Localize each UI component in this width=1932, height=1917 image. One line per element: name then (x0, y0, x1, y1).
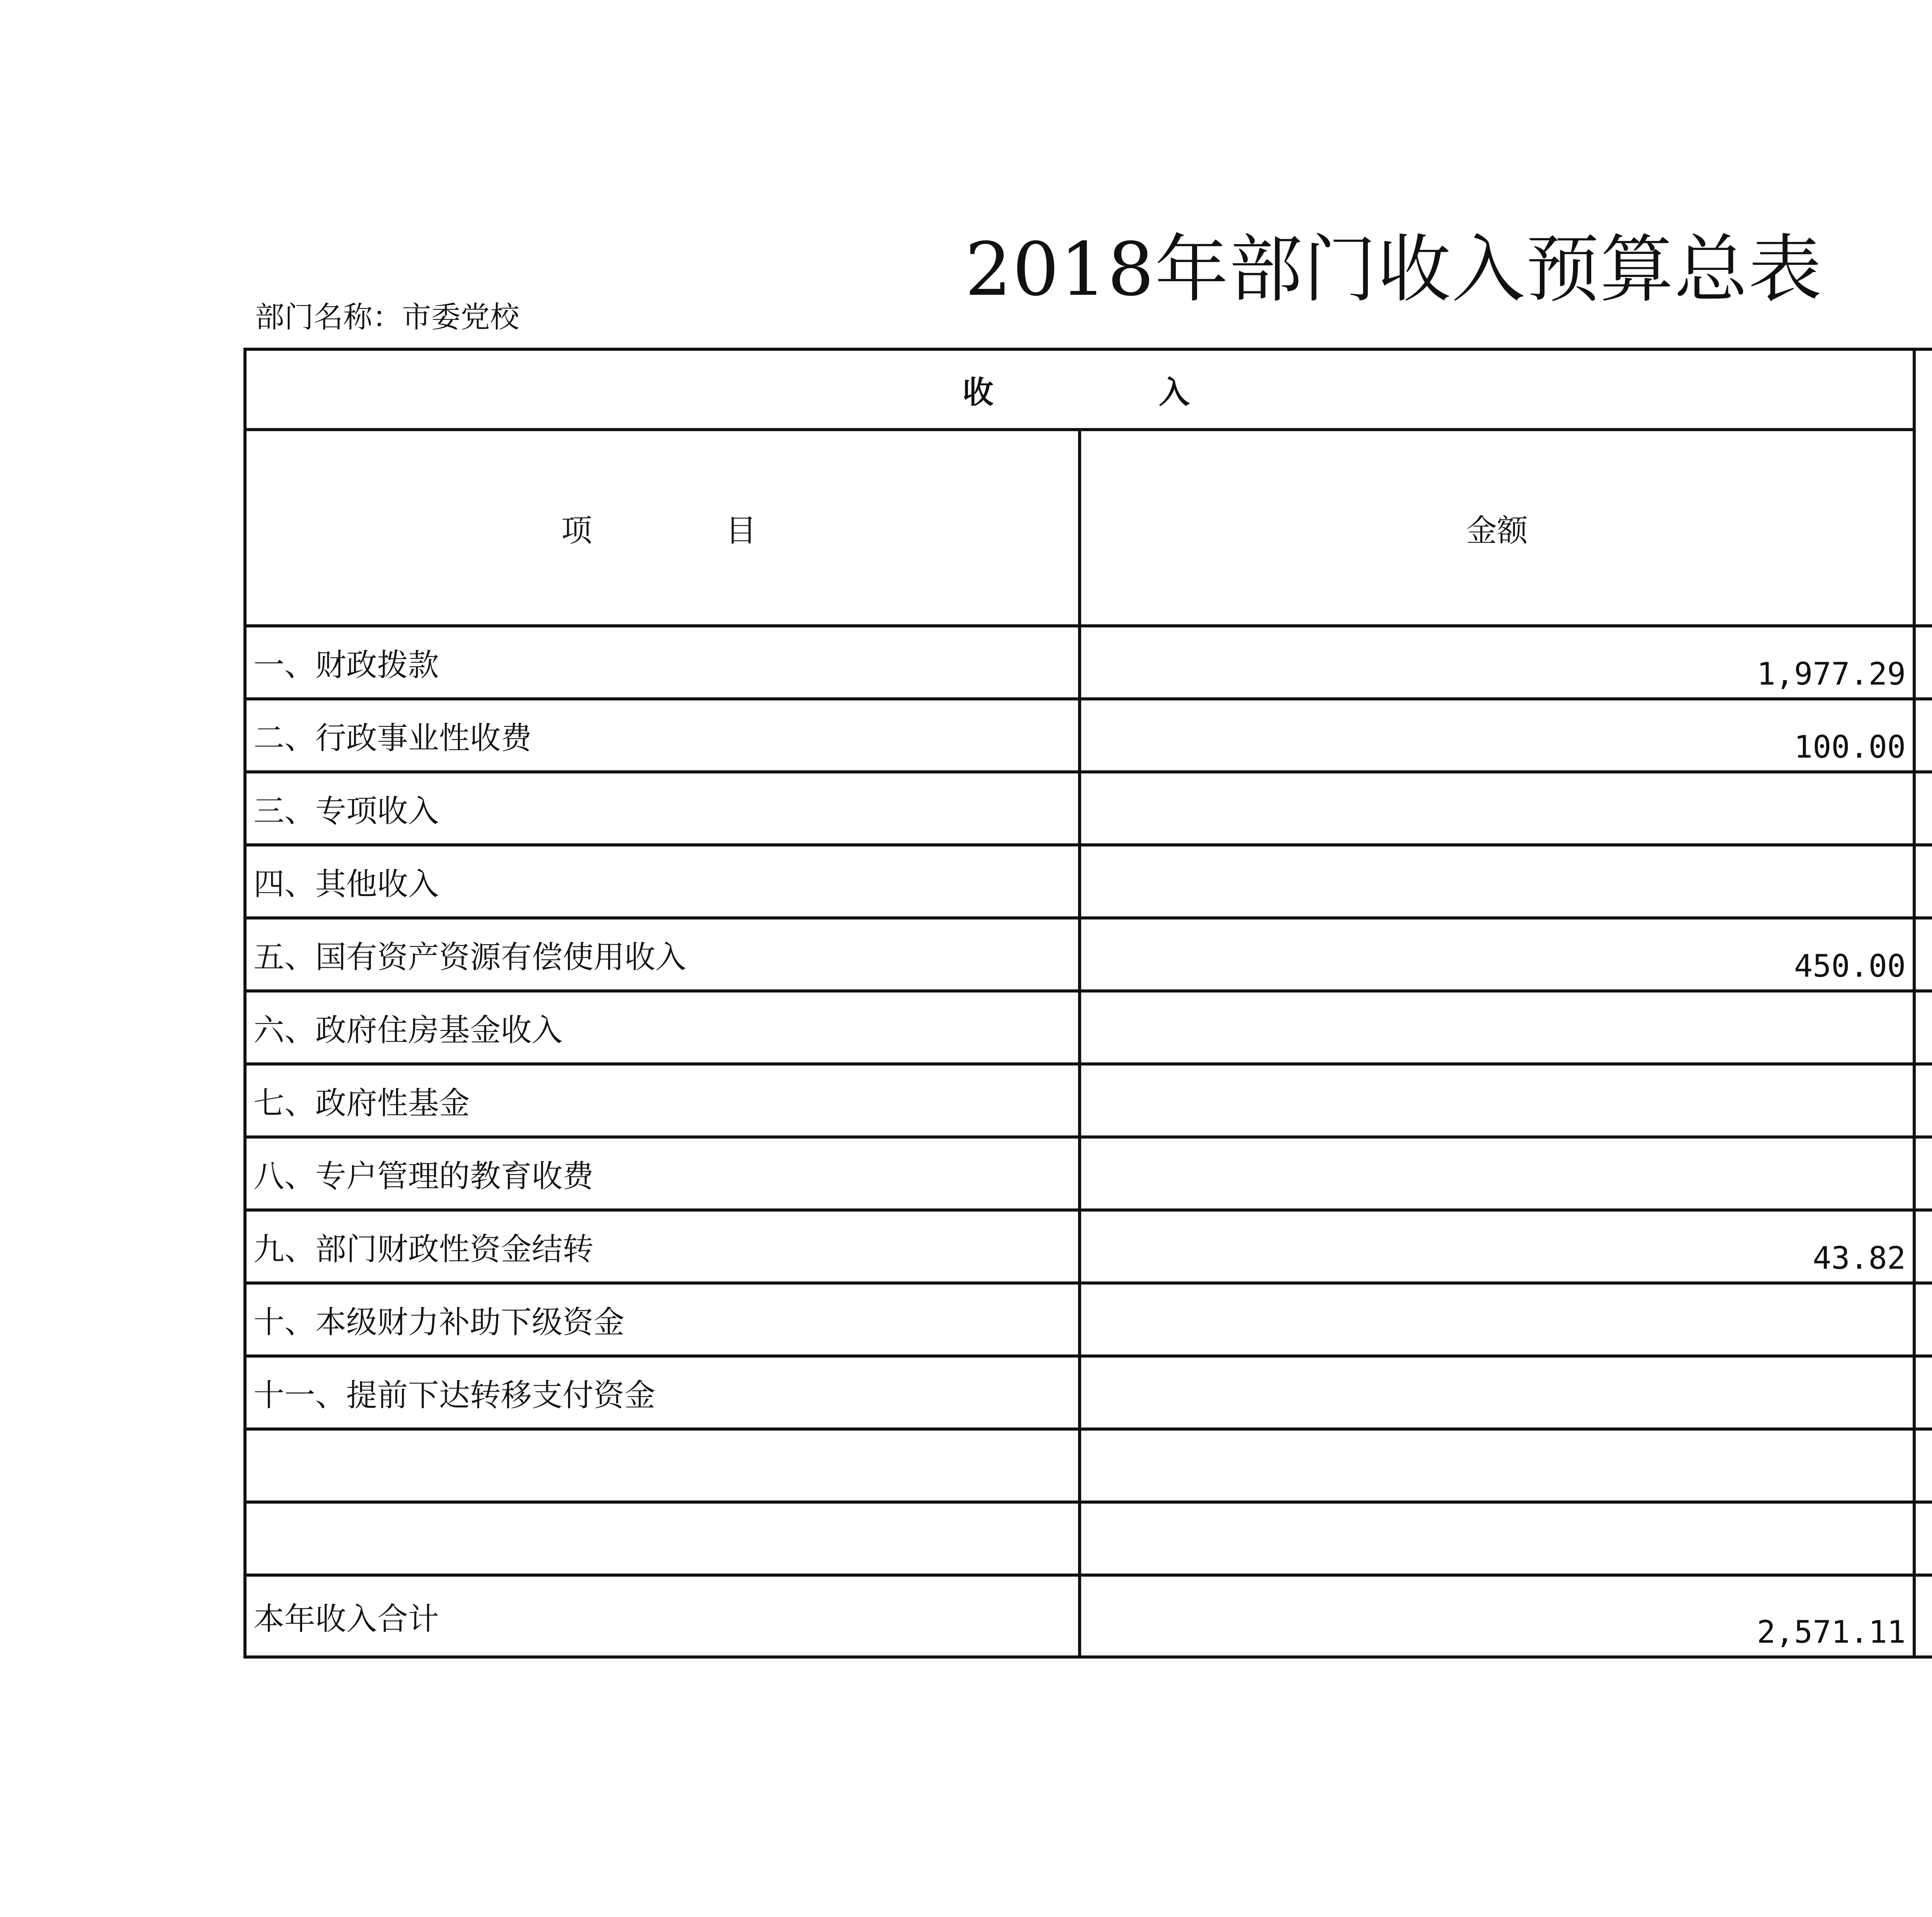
row-amount: 1,977.29 (1080, 626, 1914, 699)
table-row (245, 1064, 1932, 1137)
income-group-header: 收 入 (245, 349, 1914, 430)
table-row (245, 1502, 1932, 1575)
total-amount: 2,571.11 (1080, 1575, 1914, 1657)
department-name: 部门名称：市委党校 (255, 300, 519, 334)
row-amount (1080, 1283, 1914, 1356)
table-row (245, 1429, 1932, 1502)
row-remark (1914, 1283, 1932, 1356)
total-label: 本年收入合计 (245, 1575, 1080, 1657)
row-remark (1914, 1356, 1932, 1429)
row-amount (1080, 1502, 1914, 1575)
row-remark (1914, 918, 1932, 991)
page-title: 2018年部门收入预算总表 (965, 227, 1823, 312)
table-body (245, 626, 1932, 1575)
row-label: 八、专户管理的教育收费 (245, 1137, 1080, 1210)
row-remark (1914, 772, 1932, 845)
row-label: 一、财政拨款 (245, 626, 1080, 699)
table-row (245, 772, 1932, 845)
row-amount: 450.00 (1080, 918, 1914, 991)
total-remark (1914, 1575, 1932, 1657)
row-remark (1914, 1429, 1932, 1502)
row-amount (1080, 845, 1914, 918)
row-amount (1080, 1429, 1914, 1502)
row-remark (1914, 1137, 1932, 1210)
table-row (245, 918, 1932, 991)
row-amount (1080, 1356, 1914, 1429)
row-amount (1080, 1064, 1914, 1137)
row-label: 二、行政事业性收费 (245, 699, 1080, 772)
row-remark (1914, 699, 1932, 772)
row-amount: 43.82 (1080, 1210, 1914, 1283)
row-label: 九、部门财政性资金结转 (245, 1210, 1080, 1283)
item-column-header: 项 目 (245, 430, 1080, 626)
table-row (245, 1137, 1932, 1210)
table-header-row (245, 349, 1932, 430)
row-amount: 100.00 (1080, 699, 1914, 772)
row-remark (1914, 626, 1932, 699)
table-subheader-row (245, 430, 1932, 626)
row-remark (1914, 1210, 1932, 1283)
row-label: 七、政府性基金 (245, 1064, 1080, 1137)
row-label: 五、国有资产资源有偿使用收入 (245, 918, 1080, 991)
row-label: 三、专项收入 (245, 772, 1080, 845)
amount-column-header: 金额 (1080, 430, 1914, 626)
row-label: 十一、提前下达转移支付资金 (245, 1356, 1080, 1429)
table-row (245, 1210, 1932, 1283)
row-remark (1914, 991, 1932, 1064)
row-label: 六、政府住房基金收入 (245, 991, 1080, 1064)
table-row (245, 1283, 1932, 1356)
row-amount (1080, 991, 1914, 1064)
remark-column-header (1914, 349, 1932, 626)
table-row (245, 1356, 1932, 1429)
table-row (245, 991, 1932, 1064)
table-row (245, 699, 1932, 772)
row-remark (1914, 1502, 1932, 1575)
row-amount (1080, 772, 1914, 845)
row-label: 十、本级财力补助下级资金 (245, 1283, 1080, 1356)
row-label (245, 1429, 1080, 1502)
row-remark (1914, 1064, 1932, 1137)
row-label: 四、其他收入 (245, 845, 1080, 918)
table-row (245, 845, 1932, 918)
table-row (245, 626, 1932, 699)
row-label (245, 1502, 1080, 1575)
income-budget-table (243, 348, 1932, 1659)
total-row (245, 1575, 1932, 1657)
row-remark (1914, 845, 1932, 918)
row-amount (1080, 1137, 1914, 1210)
